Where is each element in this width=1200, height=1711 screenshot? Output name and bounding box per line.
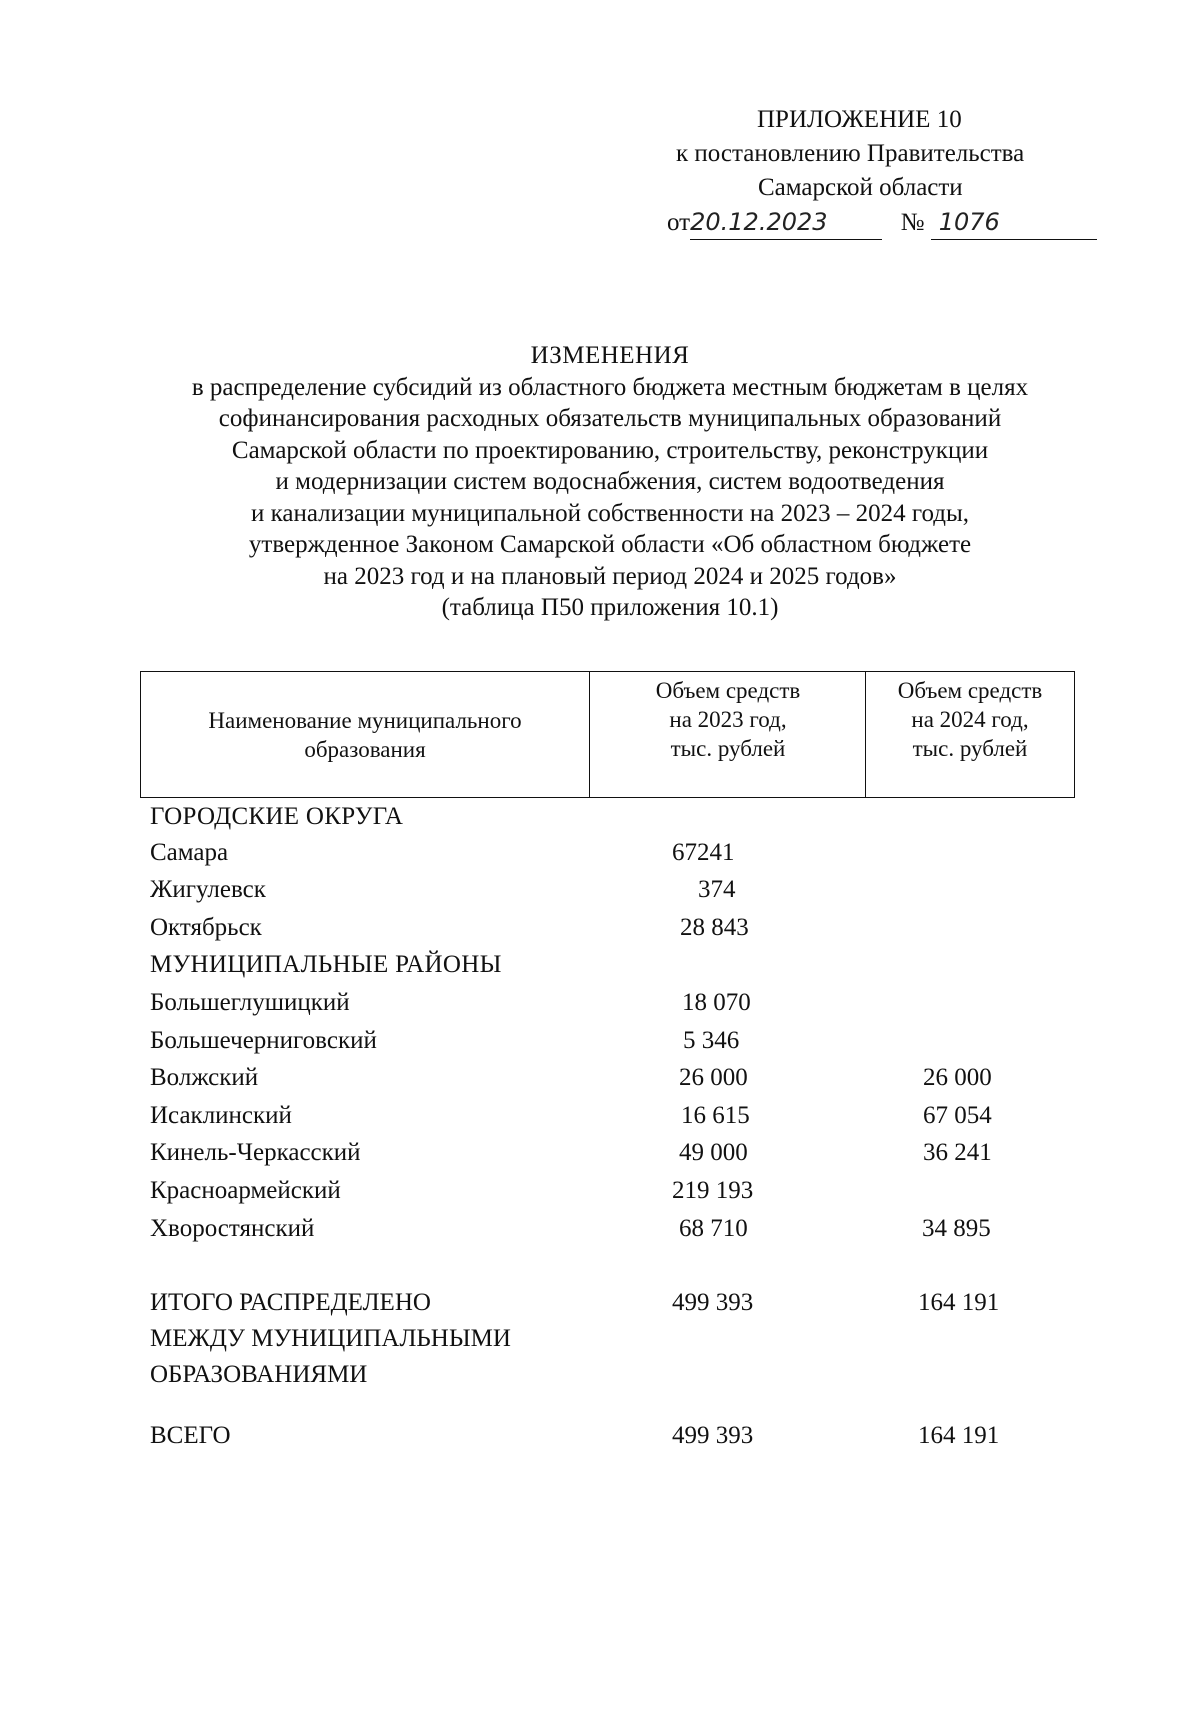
row-name: Кинель-Черкасский	[150, 1139, 361, 1166]
handwritten-date: 20.12.2023	[690, 205, 882, 240]
row-value-2023: 28 843	[680, 914, 749, 941]
header-text: тыс. рублей	[912, 736, 1028, 761]
row-value-2023: 49 000	[679, 1139, 748, 1166]
header-text: образования	[304, 736, 426, 762]
row-value-2023: 67241	[672, 839, 735, 866]
header-municipality	[141, 672, 589, 797]
label-line: ОБРАЗОВАНИЯМИ	[150, 1361, 368, 1388]
row-name: Красноармейский	[150, 1177, 341, 1204]
total-distributed-2023: 499 393	[672, 1289, 754, 1316]
appendix-date-number	[667, 205, 1097, 240]
row-value-2023: 374	[698, 876, 736, 903]
header-text: Наименование муниципального	[208, 707, 522, 733]
handwritten-number: 1076	[931, 205, 1097, 240]
total-label: ВСЕГО	[150, 1422, 231, 1449]
header-2023	[589, 672, 866, 797]
total-distributed-2024: 164 191	[918, 1289, 1000, 1316]
document-title	[140, 340, 1080, 624]
row-name: Большеглушицкий	[150, 989, 350, 1016]
row-value-2023: 26 000	[679, 1064, 748, 1091]
appendix-reference: к постановлению Правительства	[676, 140, 1025, 167]
row-value-2023: 5 346	[683, 1027, 740, 1054]
header-text: на 2024 год,	[911, 707, 1029, 732]
total-2023: 499 393	[672, 1422, 754, 1449]
row-name: Самара	[150, 839, 229, 866]
section-districts: МУНИЦИПАЛЬНЫЕ РАЙОНЫ	[150, 951, 502, 978]
header-text: Объем средств	[655, 678, 801, 703]
total-distributed-label	[150, 1285, 511, 1393]
appendix-region: Самарской области	[758, 174, 963, 201]
title-line: софинансирования расходных обязательств муниципальных образований	[218, 405, 1002, 432]
title-line: (таблица П50 приложения 10.1)	[441, 594, 779, 621]
date-prefix: от	[667, 209, 691, 236]
row-value-2024: 34 895	[922, 1215, 991, 1242]
title-line: и канализации муниципальной собственности на 2023 – 2024 годы,	[250, 499, 970, 527]
appendix-title: ПРИЛОЖЕНИЕ 10	[757, 106, 962, 133]
total-2024: 164 191	[918, 1422, 1000, 1449]
section-urban: ГОРОДСКИЕ ОКРУГА	[150, 803, 404, 830]
title-line: в распределение субсидий из областного бюджета местным бюджетам в целях	[191, 373, 1029, 401]
header-text: Объем средств	[897, 678, 1043, 703]
label-line: МЕЖДУ МУНИЦИПАЛЬНЫМИ	[150, 1325, 511, 1352]
header-text: на 2023 год,	[669, 707, 787, 732]
number-prefix: №	[900, 209, 925, 236]
title-line: на 2023 год и на плановый период 2024 и 2025 годов»	[323, 562, 897, 590]
row-name: Жигулевск	[150, 876, 266, 903]
row-name: Большечерниговский	[150, 1027, 377, 1054]
row-value-2023: 219 193	[672, 1177, 754, 1204]
label-line: ИТОГО РАСПРЕДЕЛЕНО	[150, 1289, 431, 1316]
row-value-2023: 18 070	[682, 989, 751, 1016]
header-2024	[865, 672, 1074, 797]
title-line: Самарской области по проектированию, строительству, реконструкции	[231, 436, 989, 464]
row-name: Волжский	[150, 1064, 259, 1091]
title-line: и модернизации систем водоснабжения, систем водоотведения	[275, 468, 945, 495]
row-value-2024: 36 241	[923, 1139, 992, 1166]
row-name: Октябрьск	[150, 914, 262, 941]
row-value-2024: 67 054	[923, 1102, 992, 1129]
row-name: Исаклинский	[150, 1102, 292, 1129]
header-text: тыс. рублей	[670, 736, 786, 761]
title-heading: ИЗМЕНЕНИЯ	[530, 342, 690, 369]
row-name: Хворостянский	[150, 1215, 315, 1242]
row-value-2023: 68 710	[679, 1215, 748, 1242]
row-value-2023: 16 615	[681, 1102, 750, 1129]
row-value-2024: 26 000	[923, 1064, 992, 1091]
table-header	[140, 671, 1075, 798]
title-line: утвержденное Законом Самарской области «Об областном бюджете	[248, 531, 972, 558]
